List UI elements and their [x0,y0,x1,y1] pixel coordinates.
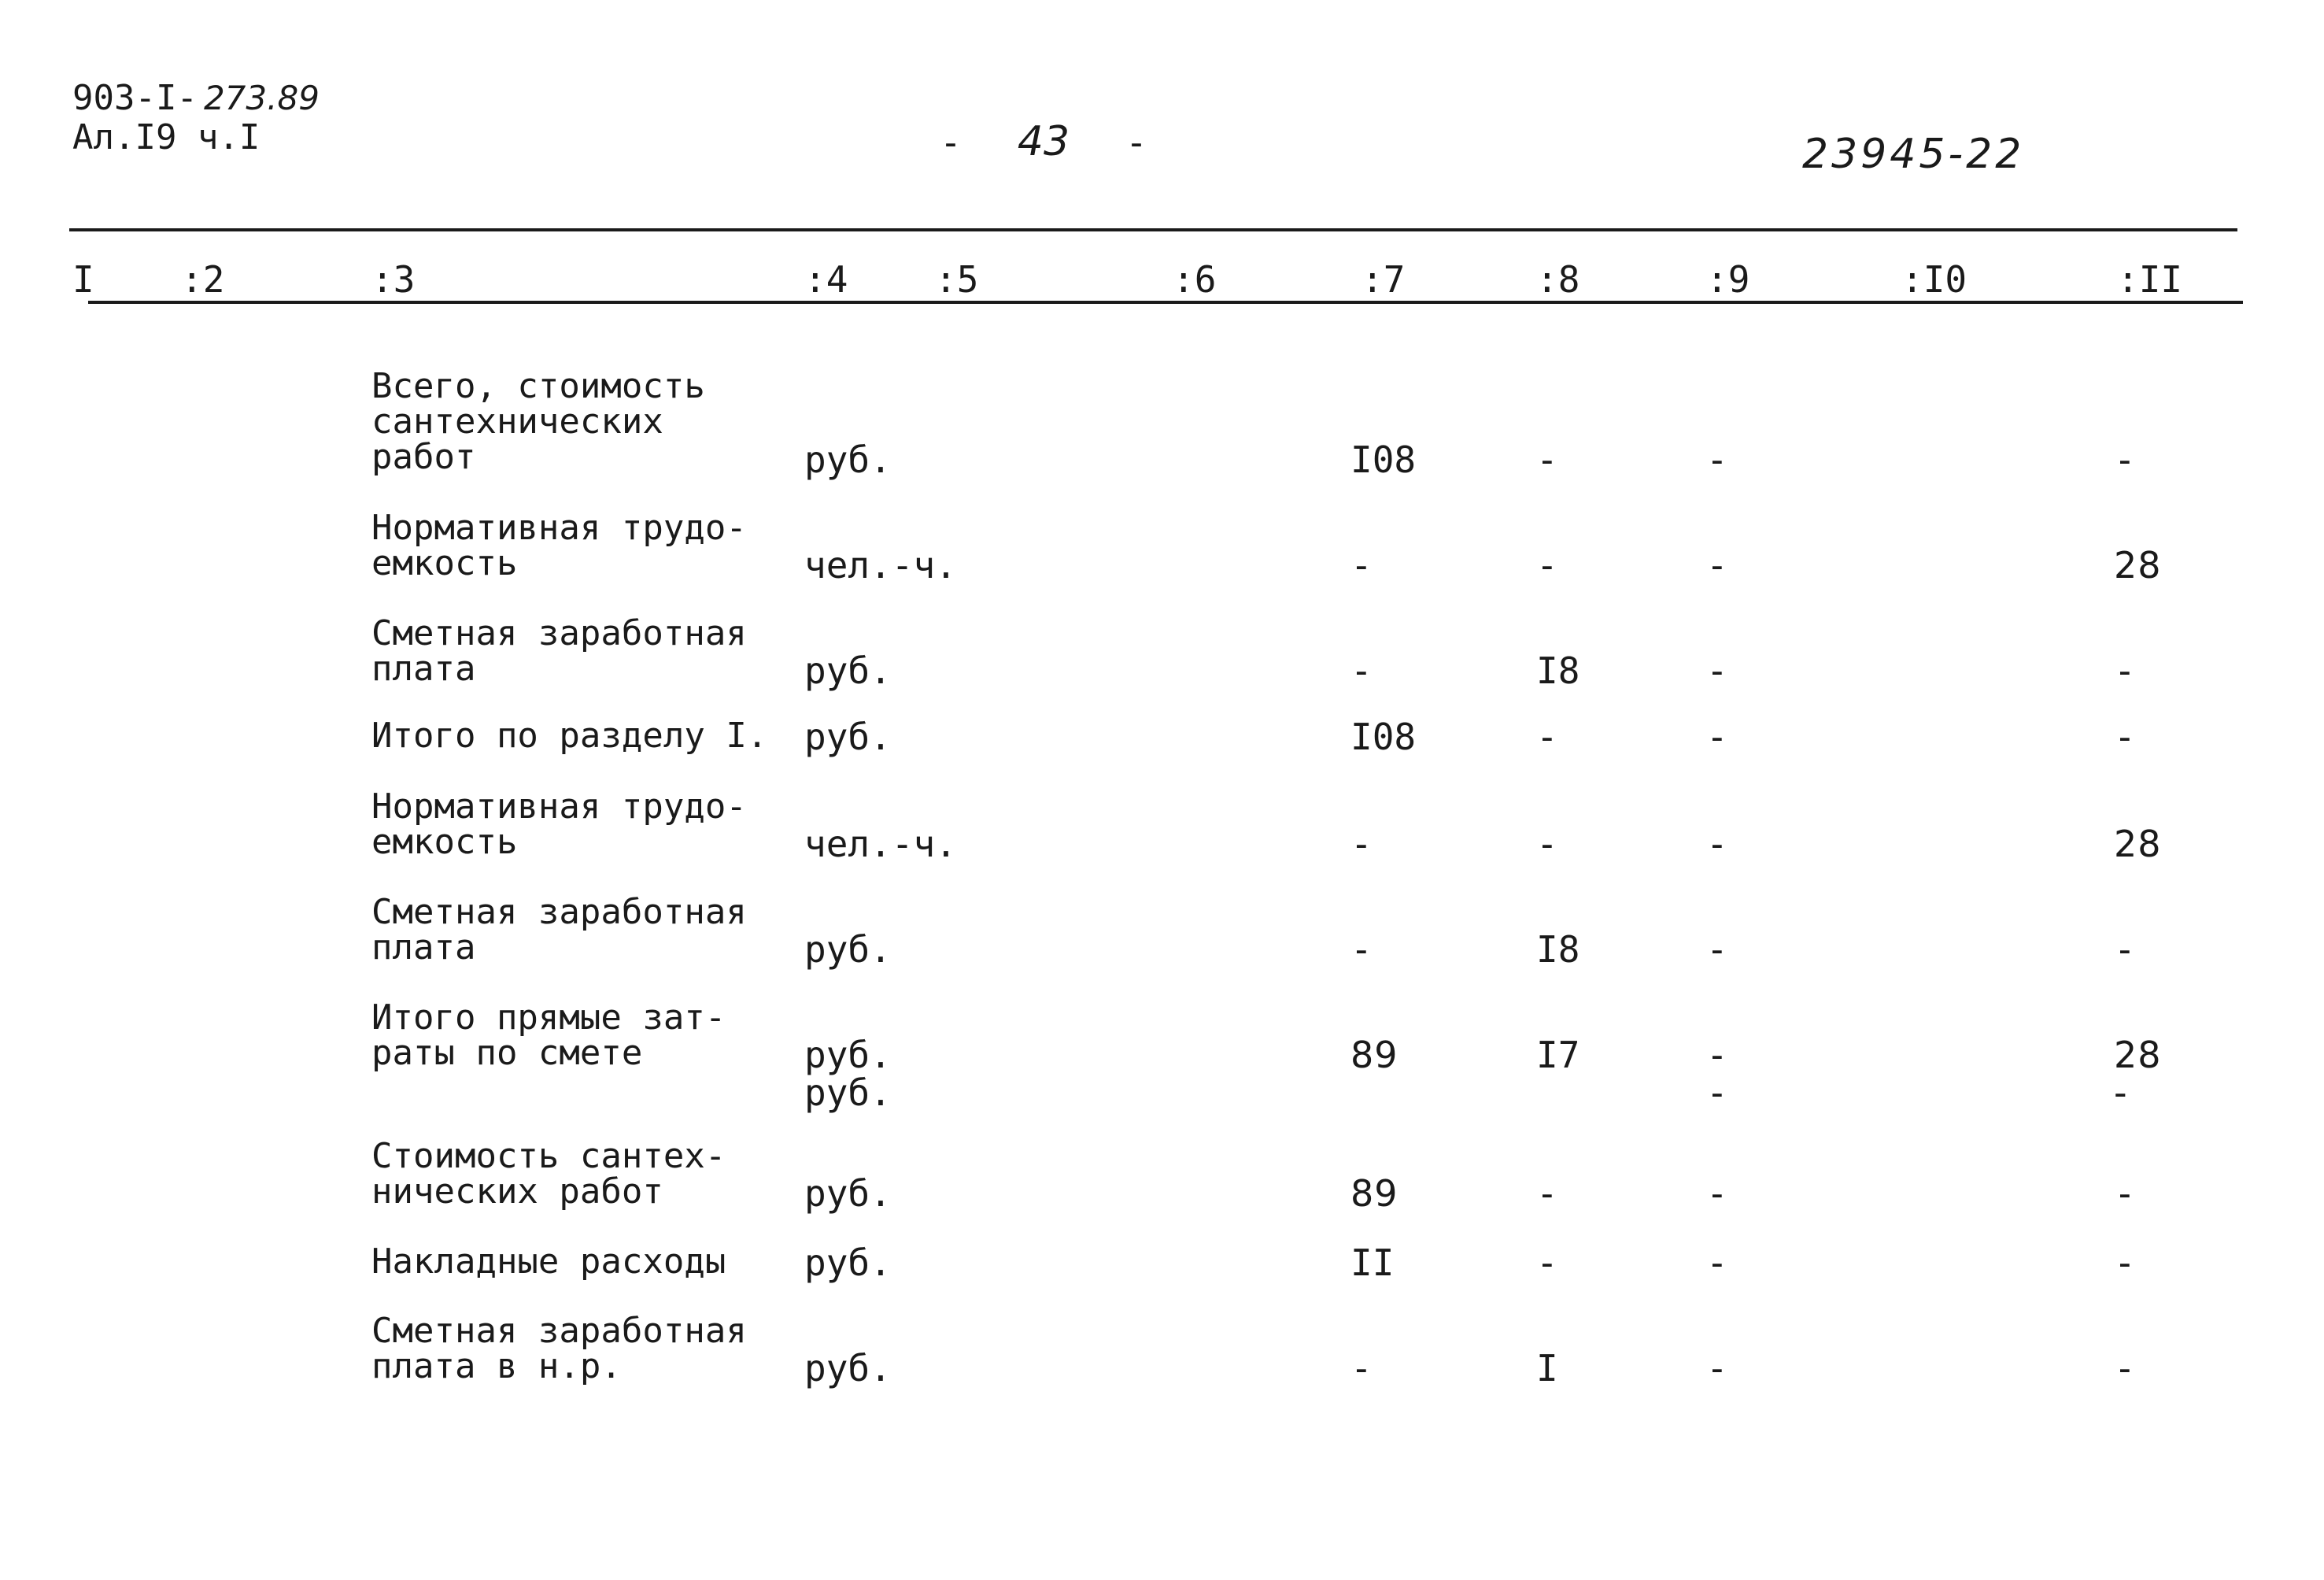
row-label: Нормативная трудо- емкость [371,508,747,583]
row-unit: руб. [804,1347,892,1389]
document-code [72,79,320,118]
row-label: Сметная заработная плата [371,892,747,968]
column-header-2: :2 [181,258,225,301]
column-header-8: :8 [1536,258,1580,301]
page-number-block [929,118,1158,165]
row-unit: руб. [804,649,892,692]
row-label: Итого прямые зат- раты по смете [371,997,726,1073]
document-code-prefix: 903-I- [72,78,198,118]
column-header-5: :5 [935,258,979,301]
row-value-col7: 89 [1350,1172,1398,1215]
row-value-col11: - [2114,1241,2136,1284]
row-label: Всего, стоимость сантехнических работ [371,366,705,477]
row-value-col8: - [1536,1241,1558,1284]
row-value-col11: 28 [2114,823,2162,865]
row-value-col9: - [1706,1241,1728,1284]
row-value-col9: - [1706,1347,1728,1389]
row-value-col11: 28 [2114,544,2162,586]
row-unit: чел.-ч. [804,823,957,865]
row-value-col11: 28 - [2114,1034,2162,1114]
column-header-9: :9 [1706,258,1750,301]
document-code-handwritten: 273.89 [203,79,320,117]
row-label: Нормативная трудо- емкость [371,786,747,862]
row-unit: руб. [804,1241,892,1284]
row-value-col9: - [1706,1172,1728,1215]
row-value-col8: - [1536,823,1558,865]
row-unit: руб. руб. [804,1034,892,1114]
row-unit: руб. [804,928,892,971]
row-value-col9: - [1706,716,1728,758]
row-value-col9: - [1706,928,1728,971]
inventory-number: 23945-22 [1802,131,2025,178]
column-header-1: I [72,258,94,301]
sheet-reference: Ал.I9 ч.I [72,117,260,157]
row-value-col7: I08 [1350,438,1417,481]
row-label: Накладные расходы [371,1241,726,1282]
row-value-col11: - [2114,1347,2136,1389]
column-header-3: :3 [371,258,416,301]
row-value-col7: II [1350,1241,1395,1284]
row-value-col8: - [1536,1172,1558,1215]
row-value-col8: I7 [1536,1034,1580,1076]
row-value-col7: - [1350,649,1373,692]
row-value-col11: - [2114,928,2136,971]
row-unit: чел.-ч. [804,544,957,586]
row-value-col8: I8 [1536,928,1580,971]
row-value-col9: - - [1706,1034,1728,1114]
table-header-rule [88,301,2243,304]
page-dash-left: - [940,121,962,164]
row-value-col8: - [1536,438,1558,481]
row-label: Итого по разделу I. [371,716,768,756]
row-value-col7: - [1350,1347,1373,1389]
row-value-col9: - [1706,438,1728,481]
row-label: Сметная заработная плата [371,613,747,689]
row-value-col7: - [1350,928,1373,971]
row-value-col7: I08 [1350,716,1417,758]
column-header-4: :4 [804,258,848,301]
row-value-col11: - [2114,438,2136,481]
row-value-col9: - [1706,649,1728,692]
row-value-col8: I8 [1536,649,1580,692]
row-label: Сметная заработная плата в н.р. [371,1311,747,1386]
row-label: Стоимость сантех- нических работ [371,1136,726,1212]
row-value-col8: I [1536,1347,1558,1389]
column-header-7: :7 [1362,258,1406,301]
row-value-col8: - [1536,716,1558,758]
row-value-col9: - [1706,823,1728,865]
row-value-col7: - [1350,544,1373,586]
row-value-col7: - [1350,823,1373,865]
row-value-col11: - [2114,649,2136,692]
row-value-col7: 89 [1350,1034,1398,1076]
row-unit: руб. [804,1172,892,1215]
row-value-col11: - [2114,716,2136,758]
row-value-col9: - [1706,544,1728,586]
row-value-col8: - [1536,544,1558,586]
row-unit: руб. [804,716,892,758]
row-value-col11: - [2114,1172,2136,1215]
page-dash-right: - [1125,121,1147,164]
column-header-10: :I0 [1901,258,1967,301]
page-number: 43 [1017,118,1070,165]
column-header-6: :6 [1173,258,1217,301]
row-unit: руб. [804,438,892,481]
column-header-11: :II [2117,258,2183,301]
table-top-rule [69,228,2237,231]
